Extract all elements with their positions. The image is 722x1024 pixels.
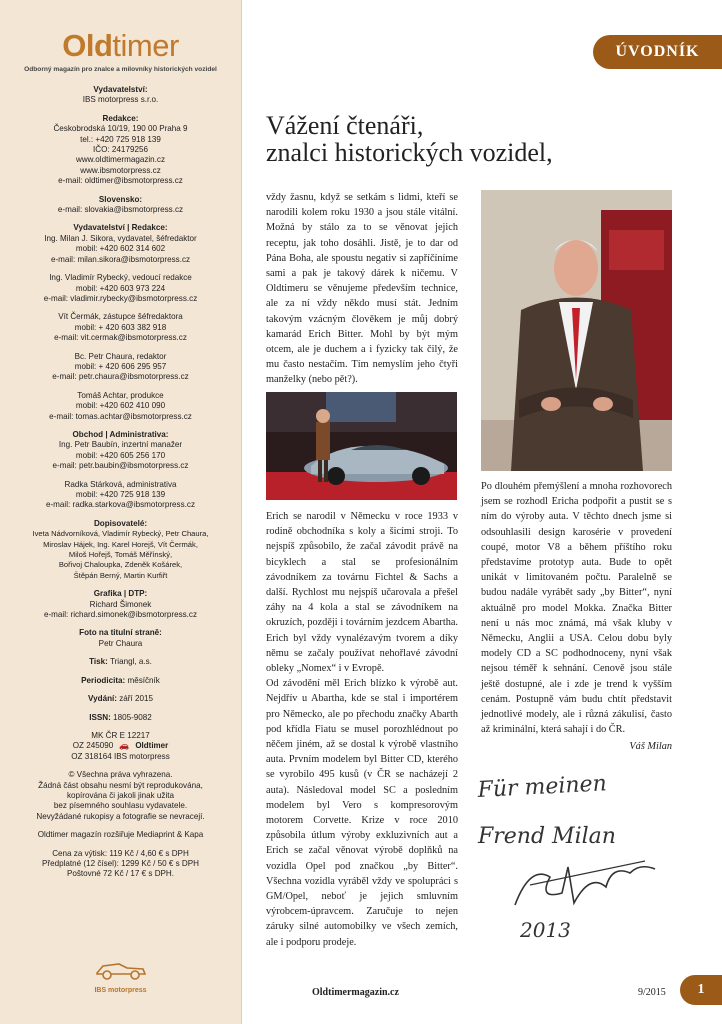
staff-line: Vít Čermák, zástupce šéfredaktora: [58, 312, 183, 322]
paragraph: Od závodění měl Erich blízko k výrobě aut. Nejdřív u Abartha, kde se stal i importérem pro Německo, ale po přechodu značky Abarth pod křídla Fiatu se musel porozhlédnout po něčem jiném, až se dostal k výrobě vlastního auta. Prvním modelem byl Bitter CD, kterého se vyrobilo 495 kusů (v ČR se nacházejí 2 auta). Následoval model SC a posledním modelem byl Vero s kompresorovým motorem Corvette. Krize v roce 2010 způsobila útlum výroby exkluzivních aut a Erich se začal věnovat výrobě doplňků na vozidla Opel pod značkou „by Bitter“. Všechna vozidla vyráběl vždy ve spolupráci s GM/Opel, neboť je jejich smluvním výrobcem-úpravcem. Zaručuje to nejen záruky silné automobilky ve všech zemích, ale i podporu prodeje.: [266, 678, 458, 948]
article-title: [266, 112, 553, 166]
reg-line: OZ 318164 IBS motorpress: [71, 751, 170, 761]
business-line: Ing. Petr Baubín, inzertní manažer: [58, 440, 183, 450]
rights-line: bez písemného souhlasu vydavatele.: [53, 801, 188, 811]
staff-line: mobil: +420 603 973 224: [75, 283, 166, 293]
issued-value: září 2015: [119, 694, 153, 704]
issn-value: 1805-9082: [113, 712, 152, 722]
editorial-heading: Redakce:: [102, 113, 139, 123]
paragraph: Po dlouhém přemýšlení a mnoha rozhovorech jsem se rozhodl Ericha podpořit a pustit se s ním do výroby auta. V těchto dnech jsme si odsouhlasili design karosérie v provedení coupé, motor V8 a během příštího roku představíme prototyp auta. Bude to opět unikát v limitovaném počtu. Paralelně se budou nadále vyrábět sady „by Bitter“, nyní aktuálně pro model Mokka. Značka Bitter není u nás moc známá, má však kluby v Německu, Anglii a USA. Celou dobu byly modely CD a SC podhodnoceny, nyní však nejsou téměř k sehnání. Cenově jsou stále ještě dostupné, ale i zde je trend k vyšším cenám. Postupně vám budu chtít představit jednotlivé modely, ale i různá zákulisí, často až kriminální, která sahají i do ČR.: [481, 481, 672, 736]
staff-line: mobil: +420 602 410 090: [75, 401, 166, 411]
cover-photo-line: Petr Chaura: [98, 638, 143, 648]
dedication-line-2: Frend Milan: [478, 824, 616, 849]
staff-line: Tomáš Achtar, produkce: [77, 390, 164, 400]
distribution: Oldtimer magazín rozšiřuje Mediaprint & Kapa: [37, 830, 204, 840]
section-tab: ÚVODNÍK: [593, 35, 722, 69]
publisher-name: IBS motorpress s.r.o.: [82, 95, 159, 105]
ibs-logo-label: IBS motorpress: [94, 987, 147, 994]
rights-line: kopírována či jakoli jinak užita: [66, 790, 175, 800]
staff-line: e-mail: tomas.achtar@ibsmotorpress.cz: [49, 411, 192, 421]
article-column-2: [266, 509, 458, 950]
handwritten-dedication: [470, 765, 690, 945]
editorial-line: www.ibsmotorpress.cz: [80, 165, 161, 175]
slovakia-line: e-mail: slovakia@ibsmotorpress.cz: [57, 205, 184, 215]
price-line: Poštovné 72 Kč / 17 € s DPH.: [66, 869, 175, 879]
business-heading: Obchod | Administrativa:: [72, 429, 169, 439]
vintage-car-icon: [93, 958, 149, 982]
graphics-line: Richard Šimonek: [89, 599, 152, 609]
admin-line: mobil: +420 725 918 139: [75, 490, 166, 499]
portrait-illustration: [481, 190, 672, 471]
article-column-1: [266, 190, 458, 388]
slovakia-heading: Slovensko:: [98, 194, 143, 204]
contributors-line: Miloš Hořejš, Tomáš Měřínský,: [68, 550, 173, 560]
print-value: Triangl, a.s.: [109, 657, 152, 667]
rights-line: Nevyžádané rukopisy a fotografie se nevracejí.: [36, 811, 205, 821]
staff-line: mobil: + 420 606 295 957: [74, 361, 167, 371]
staff-line: Ing. Vladimír Rybecký, vedoucí redakce: [49, 273, 192, 283]
issn-label: ISSN:: [89, 712, 111, 722]
frequency-value: měsíčník: [127, 675, 160, 685]
business-line: mobil: +420 605 256 170: [75, 450, 166, 460]
admin-line: e-mail: radka.starkova@ibsmotorpress.cz: [45, 500, 195, 510]
portrait-photo: [481, 190, 672, 471]
cover-photo-heading: Foto na titulní straně:: [79, 628, 162, 638]
title-line: Vážení čtenáři,: [266, 111, 424, 140]
reg-line: MK ČR E 12217: [91, 730, 150, 740]
staff-line: e-mail: milan.sikora@ibsmotorpress.cz: [50, 254, 191, 264]
staff-line: e-mail: vit.cermak@ibsmotorpress.cz: [54, 333, 187, 343]
editorial-line: www.oldtimermagazin.cz: [75, 155, 166, 165]
graphics-heading: Grafika | DTP:: [93, 589, 148, 599]
staff-heading: Vydavatelství | Redakce:: [73, 223, 168, 233]
editorial-line: IČO: 24179256: [93, 145, 148, 155]
admin-line: Radka Stárková, administrativa: [64, 479, 177, 489]
dedication-year: 2013: [520, 918, 571, 942]
contributors-line: Štěpán Berný, Martin Kurfiřt: [73, 570, 168, 580]
oz-number: OZ 245090: [72, 741, 114, 751]
footer-site: Oldtimermagazin.cz: [312, 987, 399, 998]
staff-line: e-mail: vladimir.rybecky@ibsmotorpress.cz: [43, 293, 198, 303]
oz-logo: Oldtimer: [135, 741, 169, 751]
staff-line: e-mail: petr.chaura@ibsmotorpress.cz: [52, 372, 189, 382]
car-photo-illustration: [266, 392, 457, 500]
editorial-line: Českobrodská 10/19, 190 00 Praha 9: [53, 124, 188, 134]
publisher-heading: Vydavatelství:: [93, 85, 148, 94]
footer-issue: 9/2015: [638, 987, 666, 998]
contributors-line: Miroslav Hájek, Ing. Karel Horejš, Vít Čermák,: [43, 539, 198, 549]
graphics-line: e-mail: richard.simonek@ibsmotorpress.cz: [43, 610, 198, 620]
page-number: 1: [680, 975, 722, 1005]
paragraph: Erich se narodil v Německu v roce 1933 v rodině obchodníka s koly a šicími stroji. To nejspíš způsobilo, že začal závodit právě na bicyklech a stal se profesionálním závodníkem za továrnu Fichtel & Sachs a další. Rychlost mu nejspíš učarovala a přešel záhy na 4 kola a stal se závodníkem na okruzích, později i továrním jezdcem Abartha. Erich byl vždy vynalézavým tvorem a díky němu se začaly používat nehořlavé závodní obleky „Nomex“ i v Evropě.: [266, 511, 458, 675]
title-line: znalci historických vozidel,: [266, 138, 553, 167]
oz-line: [4, 741, 237, 751]
staff-line: Ing. Milan J. Sikora, vydavatel, šéfredaktor: [44, 233, 197, 243]
tagline: Odborný magazín pro znalce a milovníky historických vozidel: [24, 66, 217, 73]
impressum: [4, 85, 237, 888]
print-label: Tisk:: [89, 657, 108, 667]
frequency-label: Periodicita:: [81, 675, 126, 685]
signature: Váš Milan: [629, 741, 672, 753]
editorial-line: tel.: +420 725 918 139: [80, 134, 161, 144]
dedication-line-1: Für meinen: [477, 771, 608, 803]
car-photo: [266, 392, 457, 500]
article-column-3: [481, 479, 672, 755]
staff-line: mobil: +420 602 314 602: [75, 244, 166, 254]
contributors-line: Iveta Nádvorníková, Vladimír Rybecký, Petr Chaura,: [32, 529, 209, 539]
editorial-line: e-mail: oldtimer@ibsmotorpress.cz: [58, 176, 183, 186]
ibs-logo: [0, 958, 241, 994]
paragraph: vždy žasnu, když se setkám s lidmi, kteří se narodili kolem roku 1930 a jsou stále vitální. Možná by stálo za to se věnovat jejich receptu, jak toho dosáhli. Jistě, je to dar od Pána Boha, ale spoustu negativ si zapříčíníme sami a pak je takový dárek k ničemu. V Oldtimeru se věnujeme především technice, ale za ní vždy někdo musí stát. Jedním takovým vzácným člověkem je můj dobrý kamarád Erich Bitter. Mohl by být mým otcem, ale je duchem a i fyzicky tak čilý, že mu často nestačím. Tím nemyslím jeho čtyři manželky (nebo pět?).: [266, 192, 458, 386]
staff-line: mobil: + 420 603 382 918: [74, 322, 167, 332]
price-line: Předplatné (12 čísel): 1299 Kč / 50 € s DPH: [41, 858, 199, 868]
rights-line: Žádná část obsahu nesmí být reprodukována,: [38, 780, 203, 790]
oldtimer-logo: Oldtimer: [62, 28, 179, 63]
rights-line: © Všechna práva vyhrazena.: [68, 770, 173, 780]
price-line: Cena za výtisk: 119 Kč / 4,60 € s DPH: [52, 848, 189, 858]
impressum-sidebar: [0, 0, 242, 1024]
contributors-heading: Dopisovatelé:: [93, 518, 148, 528]
business-line: e-mail: petr.baubin@ibsmotorpress.cz: [52, 461, 189, 471]
car-icon: 🚗: [119, 741, 130, 751]
handwriting-signature: [470, 765, 690, 945]
issued-label: Vydání:: [88, 694, 117, 704]
contributors-line: Bořivoj Chaloupka, Zdeněk Košárek,: [58, 560, 183, 570]
staff-line: Bc. Petr Chaura, redaktor: [74, 351, 167, 361]
